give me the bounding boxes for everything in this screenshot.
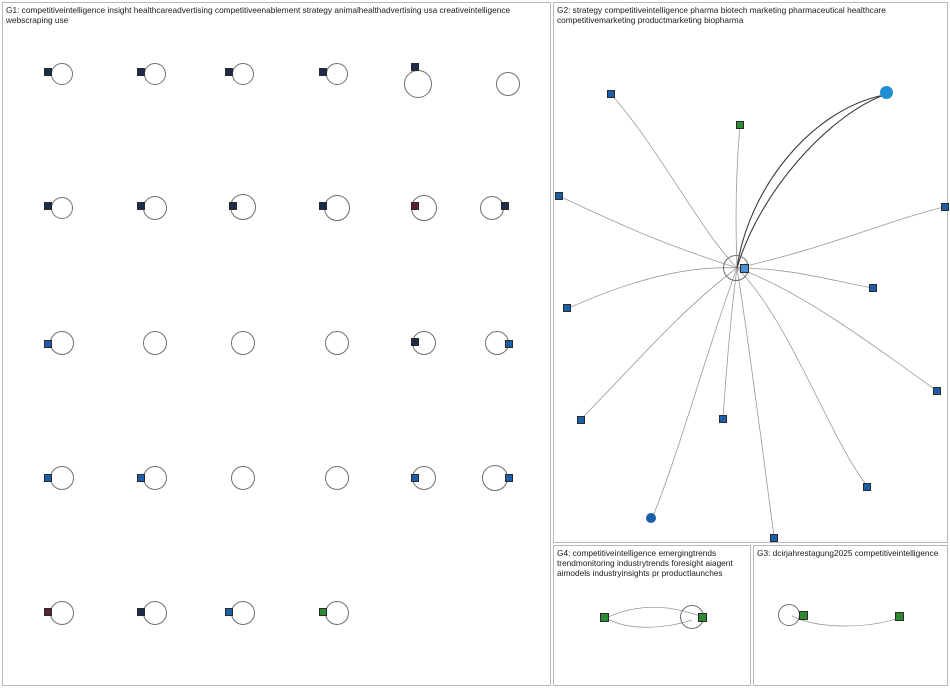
vertex-square[interactable] — [869, 284, 877, 292]
vertex-circle[interactable] — [231, 466, 255, 490]
vertex-circle[interactable] — [50, 601, 74, 625]
vertex-square[interactable] — [941, 203, 949, 211]
vertex-square[interactable] — [44, 340, 52, 348]
vertex-square[interactable] — [895, 612, 904, 621]
vertex-square[interactable] — [505, 340, 513, 348]
vertex-square[interactable] — [600, 613, 609, 622]
vertex-circle[interactable] — [231, 331, 255, 355]
vertex-square[interactable] — [736, 121, 744, 129]
vertex-circle[interactable] — [325, 601, 349, 625]
vertex-circle[interactable] — [50, 466, 74, 490]
vertex-square[interactable] — [563, 304, 571, 312]
vertex-square[interactable] — [229, 202, 237, 210]
vertex-square[interactable] — [933, 387, 941, 395]
vertex-square[interactable] — [698, 613, 707, 622]
vertex-circle[interactable] — [231, 601, 255, 625]
vertex-circle[interactable] — [143, 466, 167, 490]
vertex-square[interactable] — [319, 202, 327, 210]
vertex-square[interactable] — [44, 68, 52, 76]
vertex-hub-square[interactable] — [740, 264, 749, 273]
vertex-square[interactable] — [411, 474, 419, 482]
group-label-g4: G4: competitiveintelligence emergingtrends trendmonitoring industrytrends foresight aiagent aimodels industryinsights pr productlaunches — [557, 548, 733, 578]
vertex-circle[interactable] — [326, 63, 348, 85]
vertex-square[interactable] — [44, 202, 52, 210]
group-box-g4[interactable] — [553, 545, 751, 686]
vertex-square[interactable] — [319, 608, 327, 616]
vertex-dot[interactable] — [880, 86, 893, 99]
vertex-square[interactable] — [555, 192, 563, 200]
group-box-g2[interactable] — [553, 2, 948, 543]
vertex-circle[interactable] — [51, 63, 73, 85]
vertex-square[interactable] — [607, 90, 615, 98]
vertex-circle[interactable] — [143, 331, 167, 355]
vertex-square[interactable] — [137, 474, 145, 482]
vertex-circle[interactable] — [404, 70, 432, 98]
vertex-dot[interactable] — [646, 513, 656, 523]
vertex-square[interactable] — [770, 534, 778, 542]
vertex-circle[interactable] — [324, 195, 350, 221]
group-box-g1[interactable] — [2, 2, 551, 686]
group-label-g2: G2: strategy competitiveintelligence pharma biotech marketing pharmaceutical healthcare competitivemarketing productmarketing biopharma — [557, 5, 886, 25]
vertex-circle[interactable] — [778, 604, 800, 626]
vertex-square[interactable] — [225, 608, 233, 616]
vertex-square[interactable] — [863, 483, 871, 491]
vertex-circle[interactable] — [143, 196, 167, 220]
vertex-circle[interactable] — [50, 331, 74, 355]
vertex-square[interactable] — [225, 68, 233, 76]
vertex-circle[interactable] — [325, 331, 349, 355]
vertex-circle[interactable] — [232, 63, 254, 85]
vertex-square[interactable] — [137, 202, 145, 210]
vertex-square[interactable] — [799, 611, 808, 620]
vertex-square[interactable] — [501, 202, 509, 210]
vertex-square[interactable] — [411, 202, 419, 210]
vertex-square[interactable] — [505, 474, 513, 482]
vertex-square[interactable] — [319, 68, 327, 76]
vertex-square[interactable] — [137, 608, 145, 616]
vertex-square[interactable] — [44, 474, 52, 482]
vertex-circle[interactable] — [496, 72, 520, 96]
vertex-square[interactable] — [577, 416, 585, 424]
vertex-square[interactable] — [411, 338, 419, 346]
group-label-g3: G3: dcirjahrestagung2025 competitiveintelligence — [757, 548, 939, 558]
vertex-square[interactable] — [44, 608, 52, 616]
group-label-g1: G1: competitiveintelligence insight healthcareadvertising competitiveenablement strategy animalhealthadvertising usa creativeintelligence webscraping use — [6, 5, 511, 25]
vertex-circle[interactable] — [51, 197, 73, 219]
vertex-square[interactable] — [137, 68, 145, 76]
vertex-circle[interactable] — [144, 63, 166, 85]
vertex-square[interactable] — [719, 415, 727, 423]
vertex-circle[interactable] — [143, 601, 167, 625]
vertex-square[interactable] — [411, 63, 419, 71]
vertex-circle[interactable] — [325, 466, 349, 490]
